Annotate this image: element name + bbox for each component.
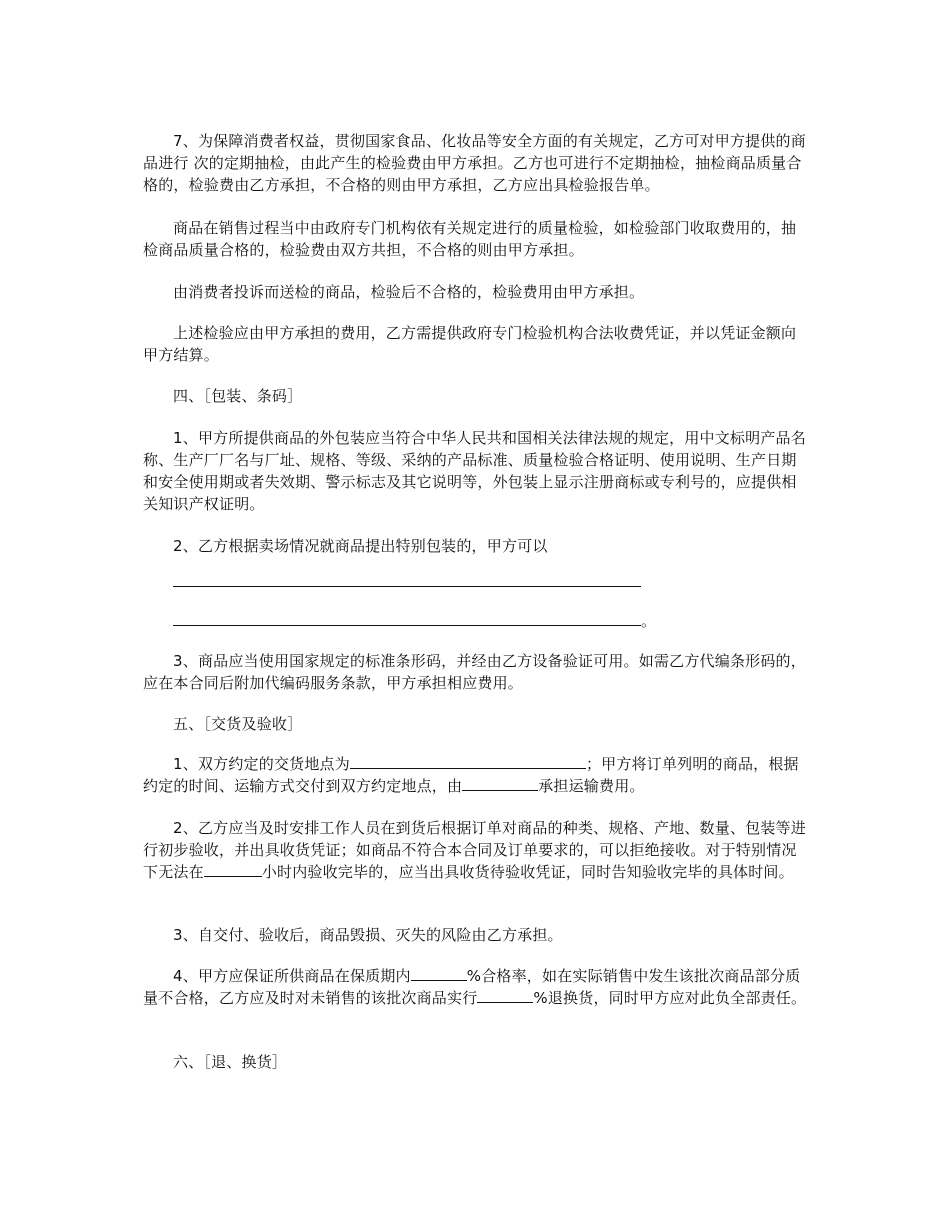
blank-field [411,965,467,981]
paragraph-4-3-barcode: 3、商品应当使用国家规定的标准条形码，并经由乙方设备验证可用。如需乙方代编条形码的，应在本合同后附加代编码服务条款，甲方承担相应费用。 [143,652,806,692]
blank-field [173,571,641,587]
blank-field [204,861,262,877]
paragraph-government-inspection: 商品在销售过程当中由政府专门机构依有关规定进行的质量检验，如检验部门收取费用的，抽检商品质量合格的，检验费由双方共担，不合格的则由甲方承担。 [143,219,797,259]
paragraph-5-3-risk-transfer: 3、自交付、验收后，商品毁损、灭失的风险由乙方承担。 [173,926,563,944]
paragraph-4-2-special-packaging: 2、乙方根据卖场情况就商品提出特别包装的，甲方可以 [173,537,548,555]
blank-field [462,775,538,791]
section-heading-returns: 六、［退、换货］ [173,1053,288,1071]
line-end-period: 。 [641,612,657,630]
section-heading-packaging: 四、［包装、条码］ [173,387,303,405]
blank-field [173,610,641,626]
fill-in-line-1 [173,571,641,593]
paragraph-5-1-delivery-location: 1、双方约定的交货地点为 ；甲方将订单列明的商品，根据约定的时间、运输方式交付到双方约定地点，由 承担运输费用。 [143,755,799,795]
section-heading-delivery: 五、［交货及验收］ [173,715,303,733]
paragraph-consumer-complaint: 由消费者投诉而送检的商品，检验后不合格的，检验费用由甲方承担。 [173,283,645,301]
paragraph-5-2-initial-acceptance: 2、乙方应当及时安排工作人员在到货后根据订单对商品的种类、规格、产地、数量、包装等进行初步验收，并出具收货凭证；如商品不符合本合同及订单要求的，可以拒绝接收。对于特别情况下无法在 小时内验收完毕的，应当出具收货待验收凭证，同时告知验收完毕的具体时间。 [143,819,806,881]
blank-field [350,753,586,769]
fill-in-line-2 [173,610,656,632]
paragraph-4-1-packaging: 1、甲方所提供商品的外包装应当符合中华人民共和国相关法律法规的规定，用中文标明产品名称、生产厂厂名与厂址、规格、等级、采纳的产品标准、质量检验合格证明、使用说明、生产日期和安全使用期或者失效期、警示标志及其它说明等，外包装上显示注册商标或专利号的，应提供相关知识产权证明。 [143,429,806,513]
paragraph-inspection-settlement: 上述检验应由甲方承担的费用，乙方需提供政府专门检验机构合法收费凭证，并以凭证金额向甲方结算。 [143,324,797,364]
paragraph-7-periodic-inspection: 7、为保障消费者权益，贯彻国家食品、化妆品等安全方面的有关规定，乙方可对甲方提供的商品进行 次的定期抽检，由此产生的检验费由甲方承担。乙方也可进行不定期抽检，抽检商品质量合格的，检验费由乙方承担，不合格的则由甲方承担，乙方应出具检验报告单。 [143,132,806,194]
paragraph-5-4-quality-rate: 4、甲方应保证所供商品在保质期内 %合格率，如在实际销售中发生该批次商品部分质量不合格，乙方应及时对未销售的该批次商品实行 %退换货，同时甲方应对此负全部责任。 [143,967,807,1007]
blank-field [477,987,533,1003]
